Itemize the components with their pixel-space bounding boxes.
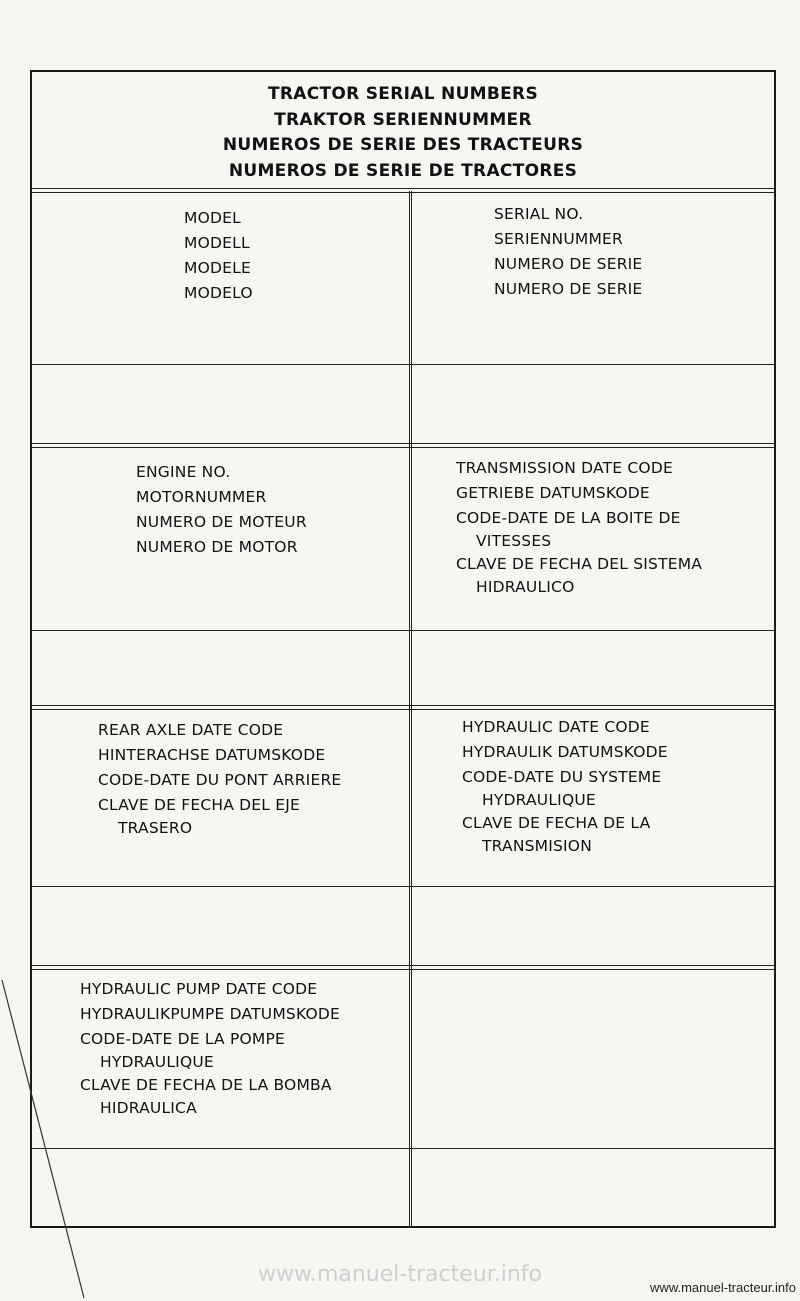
footer-url[interactable]: www.manuel-tracteur.info <box>650 1280 796 1295</box>
footer-watermark: www.manuel-tracteur.info <box>258 1262 542 1287</box>
serial-label-fr: NUMERO DE SERIE <box>494 255 643 273</box>
hydraulic-label-de: HYDRAULIK DATUMSKODE <box>462 743 668 761</box>
serial-label-en: SERIAL NO. <box>494 205 584 223</box>
transmission-label <box>456 456 702 598</box>
hydraulic-value-field[interactable] <box>412 887 774 965</box>
hydraulic-label-fr-cont: HYDRAULIQUE <box>482 791 596 809</box>
serial-label-de: SERIENNUMMER <box>494 230 624 248</box>
rear-axle-label-es-cont: TRASERO <box>118 819 193 837</box>
serial-label-es: NUMERO DE SERIE <box>494 280 643 298</box>
section-divider-1 <box>32 443 774 448</box>
model-value-field[interactable] <box>32 365 409 443</box>
blank-cell <box>412 969 774 1226</box>
hydraulic-pump-label-es: CLAVE DE FECHA DE LA BOMBA <box>80 1076 332 1094</box>
title-line-fr: NUMEROS DE SERIE DES TRACTEURS <box>222 135 584 155</box>
rear-axle-label-en: REAR AXLE DATE CODE <box>98 721 284 739</box>
engine-label-es: NUMERO DE MOTOR <box>136 538 298 556</box>
title-line-en: TRACTOR SERIAL NUMBERS <box>267 84 538 104</box>
model-label-fr: MODELE <box>184 259 251 277</box>
engine-label-de: MOTORNUMMER <box>136 488 267 506</box>
title-line-es: NUMEROS DE SERIE DE TRACTORES <box>228 160 578 181</box>
title-divider <box>32 188 774 193</box>
rear-axle-label-de: HINTERACHSE DATUMSKODE <box>98 746 326 764</box>
engine-label <box>136 460 307 560</box>
rear-axle-value-field[interactable] <box>32 887 409 965</box>
hydraulic-pump-label-de: HYDRAULIKPUMPE DATUMSKODE <box>80 1005 340 1023</box>
transmission-label-de: GETRIEBE DATUMSKODE <box>456 484 650 502</box>
rear-axle-label-fr: CODE-DATE DU PONT ARRIERE <box>98 771 342 789</box>
page-edge-mark <box>0 980 90 1300</box>
transmission-value-field[interactable] <box>412 631 774 705</box>
transmission-label-fr-cont: VITESSES <box>476 532 552 550</box>
engine-label-en: ENGINE NO. <box>136 463 231 481</box>
hydraulic-label <box>462 715 668 857</box>
rear-axle-label-es: CLAVE DE FECHA DEL EJE <box>98 796 300 814</box>
serial-number-form <box>30 70 776 1228</box>
form-title <box>32 72 774 190</box>
model-label <box>184 206 253 306</box>
hydraulic-label-en: HYDRAULIC DATE CODE <box>462 718 650 736</box>
hydraulic-label-es: CLAVE DE FECHA DE LA <box>462 814 651 832</box>
model-label-de: MODELL <box>184 234 250 252</box>
hydraulic-pump-label-fr-cont: HYDRAULIQUE <box>100 1053 214 1071</box>
transmission-label-en: TRANSMISSION DATE CODE <box>456 459 673 477</box>
serial-value-field[interactable] <box>412 365 774 443</box>
title-line-de: TRAKTOR SERIENNUMMER <box>274 109 532 130</box>
hydraulic-pump-label <box>80 977 340 1119</box>
transmission-label-es: CLAVE DE FECHA DEL SISTEMA <box>456 555 703 573</box>
transmission-label-es-cont: HIDRAULICO <box>476 578 575 596</box>
section-divider-2 <box>32 705 774 710</box>
hydraulic-pump-label-es-cont: HIDRAULICA <box>100 1099 197 1117</box>
model-label-en: MODEL <box>184 209 241 227</box>
engine-label-fr: NUMERO DE MOTEUR <box>136 513 307 531</box>
engine-value-field[interactable] <box>32 631 409 705</box>
hydraulic-label-fr: CODE-DATE DU SYSTEME <box>462 768 662 786</box>
hydraulic-label-es-cont: TRANSMISION <box>482 837 592 855</box>
hydraulic-pump-label-fr: CODE-DATE DE LA POMPE <box>80 1030 286 1048</box>
model-label-es: MODELO <box>184 284 253 302</box>
hydraulic-pump-label-en: HYDRAULIC PUMP DATE CODE <box>80 980 318 998</box>
serial-label <box>494 202 642 302</box>
rear-axle-label <box>98 718 341 839</box>
transmission-label-fr: CODE-DATE DE LA BOITE DE <box>456 509 681 527</box>
